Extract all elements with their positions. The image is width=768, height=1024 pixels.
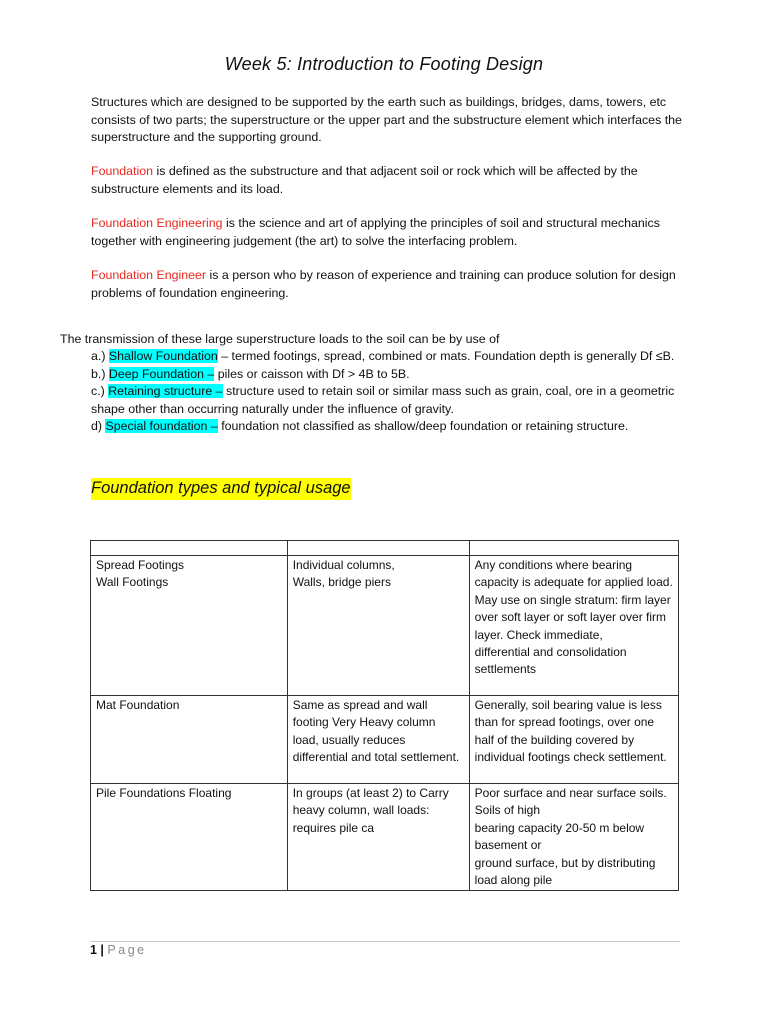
table-cell-use	[287, 556, 469, 696]
table-header-cell	[91, 541, 288, 556]
page-footer	[90, 943, 147, 957]
foundation-list	[91, 348, 681, 436]
list-item	[91, 418, 681, 436]
cell-text: Wall Footings	[96, 575, 169, 590]
cell-text: In groups (at least 2) to Carry heavy column, wall loads: requires pile ca	[292, 786, 449, 835]
paragraph-foundation-engineer	[91, 267, 691, 302]
paragraph-foundation	[91, 163, 691, 198]
list-item-prefix: a.)	[91, 349, 109, 363]
list-item-term: Retaining structure –	[108, 384, 223, 398]
table-row	[91, 556, 679, 696]
section-heading: Foundation types and typical usage	[91, 478, 351, 500]
list-item-text: piles or caisson with Df > 4B to 5B.	[214, 366, 410, 381]
transmission-intro: The transmission of these large superstructure loads to the soil can be by use of	[60, 332, 500, 346]
table-row	[91, 784, 679, 891]
list-item-term: Special foundation –	[105, 419, 218, 433]
footer-divider	[90, 941, 680, 942]
cell-text: Walls, bridge piers	[292, 575, 391, 590]
list-item	[91, 383, 681, 418]
cell-text: Poor surface and near surface soils. Soils of high	[474, 786, 667, 818]
table-header-row	[91, 541, 679, 556]
list-item-term: Deep Foundation –	[108, 366, 215, 381]
page-title: Week 5: Introduction to Footing Design	[224, 54, 544, 74]
term-foundation-engineering: Foundation Engineering	[91, 216, 223, 230]
paragraph-structures-text: Structures which are designed to be supported by the earth such as buildings, bridges, dams, towers, etc consists of two parts; the superstructure or the upper part and the substructure element which interfaces the superstructure and the supporting ground.	[91, 95, 682, 144]
paragraph-foundation-engineering	[91, 215, 691, 250]
table-cell-use	[287, 784, 469, 891]
cell-text: Pile Foundations Floating	[96, 786, 232, 800]
table-cell-conditions	[469, 556, 678, 696]
page-separator: |	[96, 943, 108, 957]
list-item	[91, 348, 681, 366]
cell-text: differential and consolidation settlements	[474, 645, 627, 677]
foundation-types-table	[90, 540, 679, 891]
table-cell-conditions	[469, 784, 678, 891]
table-header-cell	[469, 541, 678, 556]
list-item-text: foundation not classified as shallow/deep foundation or retaining structure.	[217, 419, 629, 433]
cell-text: Mat Foundation	[96, 698, 180, 712]
list-item-prefix: b.)	[91, 366, 109, 381]
definition-foundation-engineering: is the science and art of applying the principles of soil and structural mechanics together with engineering judgement (the art) to solve the interfacing problem.	[91, 216, 660, 248]
list-item-text: – termed footings, spread, combined or mats. Foundation depth is generally Df ≤B.	[217, 349, 675, 363]
paragraph-structures	[91, 94, 691, 147]
list-item-prefix: d)	[91, 419, 106, 433]
table-cell-type	[91, 556, 288, 696]
table-header-cell	[287, 541, 469, 556]
cell-text: Individual columns,	[292, 558, 395, 572]
table-cell-use	[287, 696, 469, 784]
list-item-text: structure used to retain soil or similar mass such as grain, coal, ore in a geometric shape other than occurring naturally under the influence of gravity.	[91, 384, 675, 416]
page-number: 1	[90, 943, 97, 957]
cell-text: ground surface, but by distributing load along pile	[474, 855, 656, 888]
cell-text: Generally, soil bearing value is less than for spread footings, over one half of the building covered by individual footings check settlement.	[474, 698, 667, 765]
term-foundation-engineer: Foundation Engineer	[91, 268, 207, 282]
definition-foundation-engineer: is a person who by reason of experience and training can produce solution for design problems of foundation engineering.	[91, 268, 676, 300]
table-cell-type	[91, 784, 288, 891]
table-row	[91, 696, 679, 784]
page-label: Page	[107, 943, 147, 957]
cell-text: bearing capacity 20-50 m below basement or	[474, 820, 645, 853]
definition-foundation: is defined as the substructure and that adjacent soil or rock which will be affected by the substructure elements and its load.	[91, 164, 638, 196]
list-item	[91, 366, 681, 384]
cell-text: Spread Footings	[96, 558, 185, 572]
cell-text: Any conditions where bearing capacity is adequate for applied load. May use on single stratum: firm layer over soft layer or soft layer over firm layer. Check immediate,	[474, 558, 673, 642]
cell-text: Same as spread and wall footing Very Heavy column load, usually reduces differential and total settlement.	[292, 698, 460, 765]
list-item-prefix: c.)	[91, 384, 109, 398]
table-cell-type	[91, 696, 288, 784]
table-cell-conditions	[469, 696, 678, 784]
list-item-term: Shallow Foundation	[108, 349, 218, 363]
term-foundation: Foundation	[91, 164, 154, 178]
